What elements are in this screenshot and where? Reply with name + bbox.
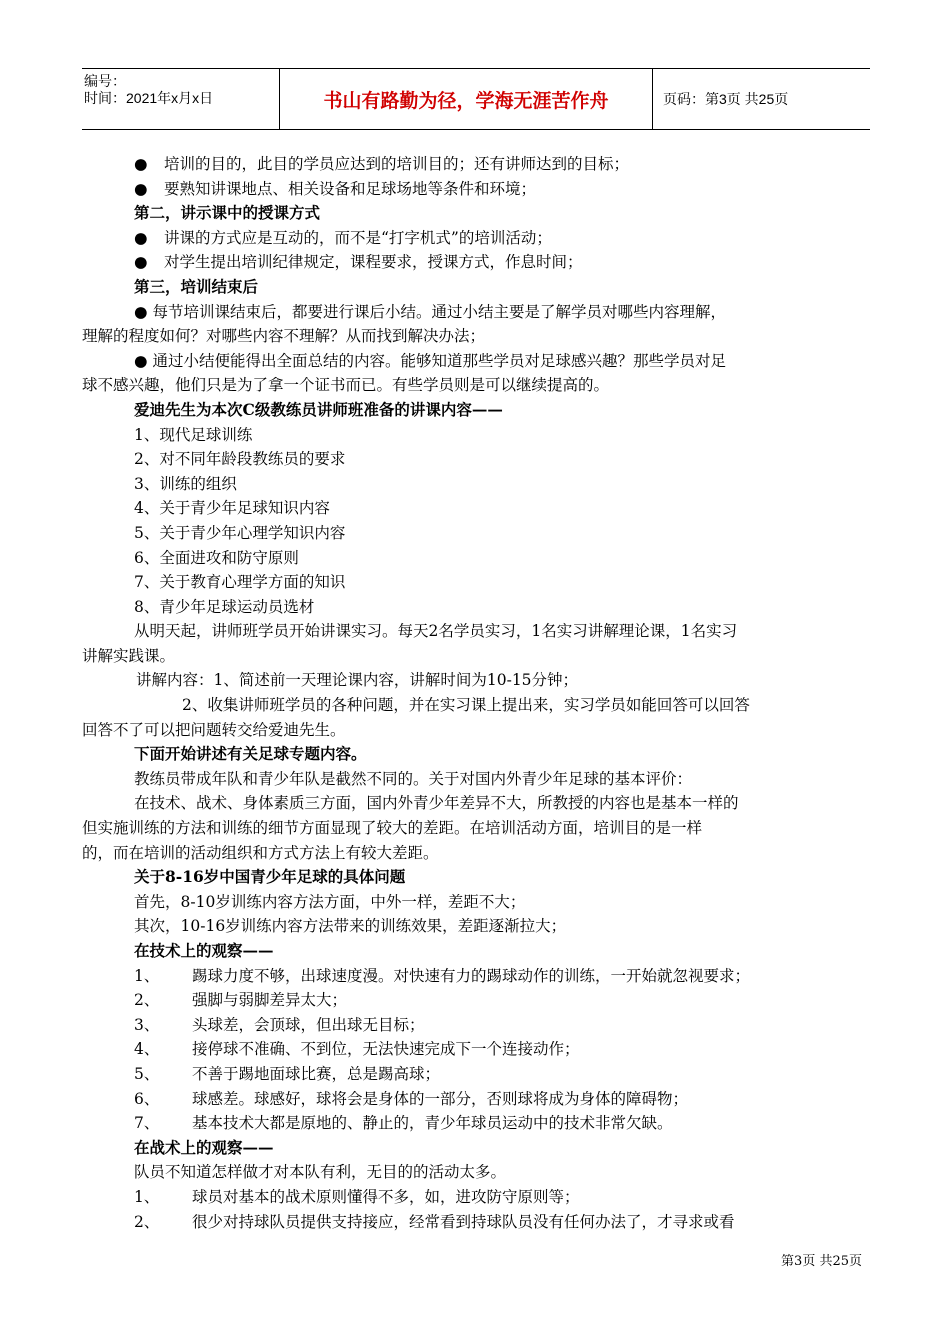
line-text: 培训的目的，此目的学员应达到的培训目的；还有讲师达到的目标； bbox=[164, 155, 630, 173]
numbered-item bbox=[82, 1087, 864, 1112]
paragraph-line bbox=[82, 570, 864, 595]
item-number: 5、 bbox=[134, 1064, 160, 1083]
paragraph-line bbox=[82, 324, 864, 349]
line-text: 头球差，会顶球，但出球无目标； bbox=[192, 1015, 425, 1034]
line-text: 第二，讲示课中的授课方式 bbox=[134, 203, 321, 223]
paragraph-line bbox=[82, 767, 864, 792]
header-meta bbox=[82, 69, 280, 129]
numbered-item bbox=[82, 964, 864, 989]
document-date-label: 时间：2021年x月x日 bbox=[84, 90, 214, 106]
line-text: 下面开始讲述有关足球专题内容。 bbox=[134, 744, 367, 764]
line-text: 讲解实践课。 bbox=[82, 646, 176, 665]
bullet-item bbox=[82, 177, 864, 202]
paragraph-line bbox=[82, 791, 864, 816]
line-text: 首先，8-10岁训练内容方法方面，中外一样，差距不大； bbox=[134, 892, 526, 911]
header-motto: 书山有路勤为径，学海无涯苦作舟 bbox=[280, 69, 653, 129]
paragraph-line bbox=[82, 349, 864, 374]
paragraph-line bbox=[82, 521, 864, 546]
line-text: 球员对基本的战术原则懂得不多，如，进攻防守原则等； bbox=[192, 1187, 580, 1206]
item-number: 2、 bbox=[134, 991, 160, 1010]
document-body bbox=[82, 152, 864, 1234]
line-text: ● 每节培训课结束后，都要进行课后小结。通过小结主要是了解学员对哪些内容理解， bbox=[134, 302, 726, 321]
paragraph-line bbox=[82, 447, 864, 472]
line-text: 5、关于青少年心理学知识内容 bbox=[134, 523, 346, 542]
section-heading bbox=[82, 1136, 864, 1161]
numbered-item bbox=[82, 988, 864, 1013]
numbered-item bbox=[82, 1062, 864, 1087]
section-heading bbox=[82, 275, 864, 300]
numbered-item bbox=[82, 1037, 864, 1062]
line-text: 教练员带成年队和青少年队是截然不同的。关于对国内外青少年足球的基本评价： bbox=[134, 769, 693, 788]
numbered-item bbox=[82, 1111, 864, 1136]
section-heading bbox=[82, 742, 864, 767]
bullet-dot-icon: ● bbox=[134, 253, 148, 272]
bullet-dot-icon: ● bbox=[134, 179, 148, 198]
line-text: 爱迪先生为本次C级教练员讲师班准备的讲课内容—— bbox=[134, 399, 503, 419]
header-page-number: 页码：第3页 共25页 bbox=[663, 91, 789, 107]
paragraph-line bbox=[82, 1160, 864, 1185]
line-text: 基本技术大都是原地的、静止的，青少年球员运动中的技术非常欠缺。 bbox=[192, 1114, 673, 1133]
line-text: 接停球不准确、不到位，无法快速完成下一个连接动作； bbox=[192, 1040, 580, 1059]
line-text: 在技术、战术、身体素质三方面，国内外青少年差异不大，所教授的内容也是基本一样的 bbox=[134, 794, 739, 813]
section-heading bbox=[82, 201, 864, 226]
numbered-item bbox=[82, 1210, 864, 1235]
paragraph-line bbox=[82, 373, 864, 398]
line-text: 3、训练的组织 bbox=[134, 474, 237, 493]
line-text: 第三，培训结束后 bbox=[134, 276, 259, 296]
line-text: 的，而在培训的活动组织和方式方法上有较大差距。 bbox=[82, 843, 439, 862]
bullet-item bbox=[82, 226, 864, 251]
line-text: 踢球力度不够，出球速度漫。对快速有力的踢球动作的训练，一开始就忽视要求； bbox=[192, 966, 751, 985]
line-text: 讲课的方式应是互动的，而不是“打字机式”的培训活动； bbox=[164, 228, 552, 247]
line-text: 队员不知道怎样做才对本队有利，无目的的活动太多。 bbox=[134, 1163, 507, 1182]
item-number: 4、 bbox=[134, 1040, 160, 1059]
paragraph-line bbox=[82, 718, 864, 743]
line-text: 但实施训练的方法和训练的细节方面显现了较大的差距。在培训活动方面，培训目的是一样 bbox=[82, 819, 703, 838]
item-number: 3、 bbox=[134, 1015, 160, 1034]
line-text: 6、全面进攻和防守原则 bbox=[134, 548, 299, 567]
line-text: 很少对持球队员提供支持接应，经常看到持球队员没有任何办法了，才寻求或看 bbox=[192, 1212, 735, 1231]
line-text: 理解的程度如何？对哪些内容不理解？从而找到解决办法； bbox=[82, 327, 486, 346]
bullet-dot-icon: ● bbox=[134, 228, 148, 247]
paragraph-line bbox=[82, 546, 864, 571]
line-text: 2、对不同年龄段教练员的要求 bbox=[134, 450, 346, 469]
line-text: 要熟知讲课地点、相关设备和足球场地等条件和环境； bbox=[164, 179, 537, 198]
section-heading bbox=[82, 865, 864, 890]
line-text: 4、关于青少年足球知识内容 bbox=[134, 499, 330, 518]
bullet-item bbox=[82, 250, 864, 275]
paragraph-line bbox=[82, 300, 864, 325]
item-number: 1、 bbox=[134, 966, 160, 985]
line-text: 回答不了可以把问题转交给爱迪先生。 bbox=[82, 720, 346, 739]
line-text: 球感差。球感好，球将会是身体的一部分，否则球将成为身体的障碍物； bbox=[192, 1089, 689, 1108]
paragraph-line bbox=[82, 496, 864, 521]
line-text: 其次，10-16岁训练内容方法带来的训练效果，差距逐渐拉大； bbox=[134, 917, 567, 936]
paragraph-line bbox=[82, 423, 864, 448]
line-text: 球不感兴趣，他们只是为了拿一个证书而已。有些学员则是可以继续提高的。 bbox=[82, 376, 610, 395]
item-number: 1、 bbox=[134, 1187, 160, 1206]
bullet-item bbox=[82, 152, 864, 177]
paragraph-line bbox=[82, 644, 864, 669]
item-number: 2、 bbox=[134, 1212, 160, 1231]
section-heading bbox=[82, 398, 864, 423]
line-text: 1、现代足球训练 bbox=[134, 425, 253, 444]
document-number-label: 编号： bbox=[84, 73, 126, 89]
paragraph-line bbox=[82, 816, 864, 841]
paragraph-line bbox=[82, 914, 864, 939]
page-header bbox=[82, 68, 870, 130]
line-text: 7、关于教育心理学方面的知识 bbox=[134, 573, 346, 592]
numbered-item bbox=[82, 1185, 864, 1210]
line-text: 关于8-16岁中国青少年足球的具体问题 bbox=[134, 867, 406, 887]
paragraph-line bbox=[82, 890, 864, 915]
paragraph-line bbox=[82, 693, 864, 718]
line-text: 不善于踢地面球比赛，总是踢高球； bbox=[192, 1064, 441, 1083]
item-number: 7、 bbox=[134, 1114, 160, 1133]
line-text: 在技术上的观察—— bbox=[134, 941, 274, 960]
item-number: 6、 bbox=[134, 1089, 160, 1108]
line-text: 2、收集讲师班学员的各种问题，并在实习课上提出来，实习学员如能回答可以回答 bbox=[182, 696, 750, 715]
line-text: ● 通过小结便能得出全面总结的内容。能够知道那些学员对足球感兴趣？那些学员对足 bbox=[134, 351, 726, 370]
numbered-item bbox=[82, 1013, 864, 1038]
paragraph-line bbox=[82, 668, 864, 693]
line-text: 8、青少年足球运动员选材 bbox=[134, 597, 315, 616]
line-text: 从明天起，讲师班学员开始讲课实习。每天2名学员实习，1名实习讲解理论课，1名实习 bbox=[134, 622, 738, 641]
paragraph-line bbox=[82, 841, 864, 866]
section-heading bbox=[82, 939, 864, 964]
line-text: 强脚与弱脚差异太大； bbox=[192, 991, 348, 1010]
paragraph-line bbox=[82, 595, 864, 620]
paragraph-line bbox=[82, 472, 864, 497]
line-text: 在战术上的观察—— bbox=[134, 1137, 274, 1157]
bullet-dot-icon: ● bbox=[134, 155, 148, 173]
line-text: 对学生提出培训纪律规定，课程要求，授课方式，作息时间； bbox=[164, 253, 583, 272]
line-text: 讲解内容：1、简述前一天理论课内容，讲解时间为10-15分钟； bbox=[136, 671, 579, 690]
page-footer: 第3页 共25页 bbox=[781, 1254, 862, 1269]
paragraph-line bbox=[82, 619, 864, 644]
